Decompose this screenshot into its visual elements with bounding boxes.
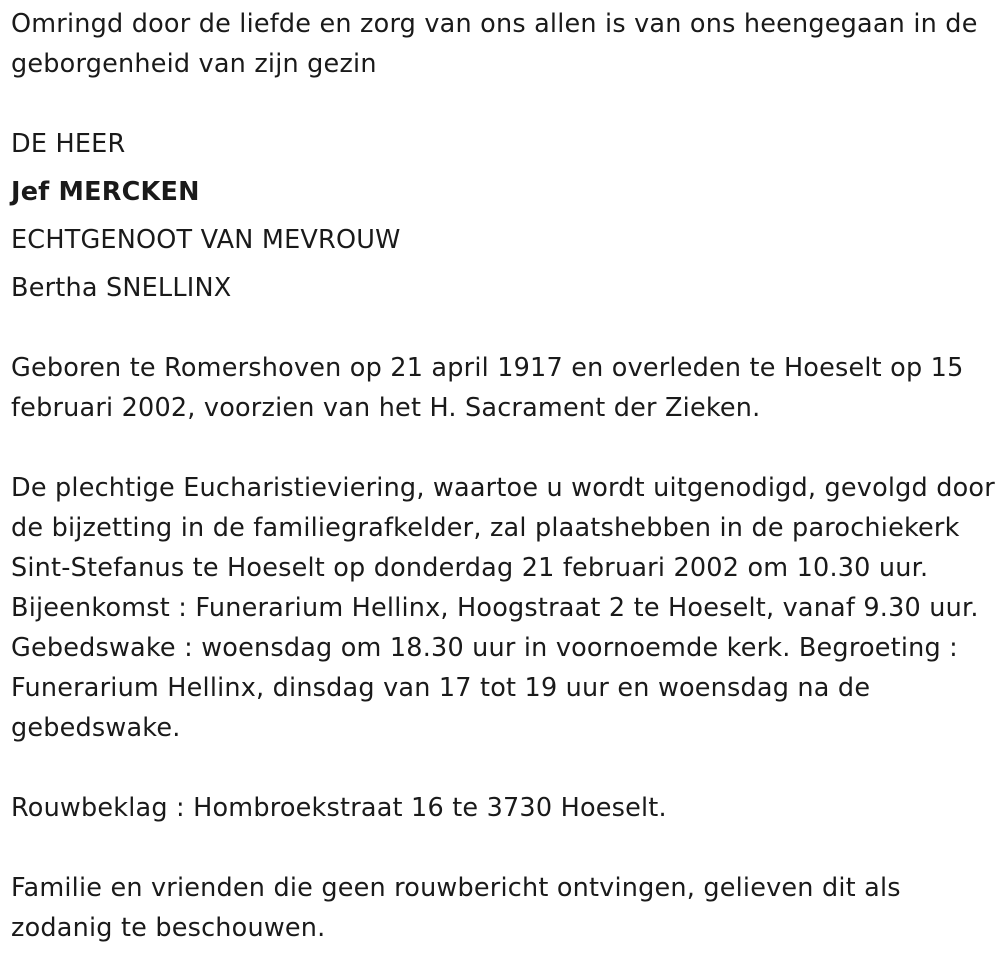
title-line: DE HEER — [11, 129, 126, 159]
spacer — [11, 828, 996, 868]
spacer — [11, 84, 996, 124]
birth-death-paragraph: Geboren te Romershoven op 21 april 1917 en overleden te Hoeselt op 15 februari 2002, voorzien van het H. Sacrament der Zieken. — [11, 353, 964, 423]
spouse-name: Bertha SNELLINX — [11, 273, 232, 303]
spacer — [11, 748, 996, 788]
spacer — [11, 428, 996, 468]
obituary-text — [11, 4, 996, 948]
spacer — [11, 312, 996, 348]
name-block — [11, 120, 996, 312]
deceased-name: Jef MERCKEN — [11, 177, 200, 207]
condolences-paragraph: Rouwbeklag : Hombroekstraat 16 te 3730 Hoeselt. — [11, 793, 667, 823]
intro-paragraph: Omringd door de liefde en zorg van ons allen is van ons heengegaan in de geborgenheid van zijn gezin — [11, 9, 978, 79]
closing-paragraph: Familie en vrienden die geen rouwbericht ontvingen, gelieven dit als zodanig te beschouwen. — [11, 873, 901, 943]
ceremony-paragraph: De plechtige Eucharistieviering, waartoe u wordt uitgenodigd, gevolgd door de bijzetting in de familiegrafkelder, zal plaatshebben in de parochiekerk Sint-Stefanus te Hoeselt op donderdag 21 februari 2002 om 10.30 uur. Bijeenkomst : Funerarium Hellinx, Hoogstraat 2 te Hoeselt, vanaf 9.30 uur. Gebedswake : woensdag om 18.30 uur in voornoemde kerk. Begroeting : Funerarium Hellinx, dinsdag van 17 tot 19 uur en woensdag na de gebedswake. — [11, 473, 995, 743]
spouse-label: ECHTGENOOT VAN MEVROUW — [11, 225, 401, 255]
